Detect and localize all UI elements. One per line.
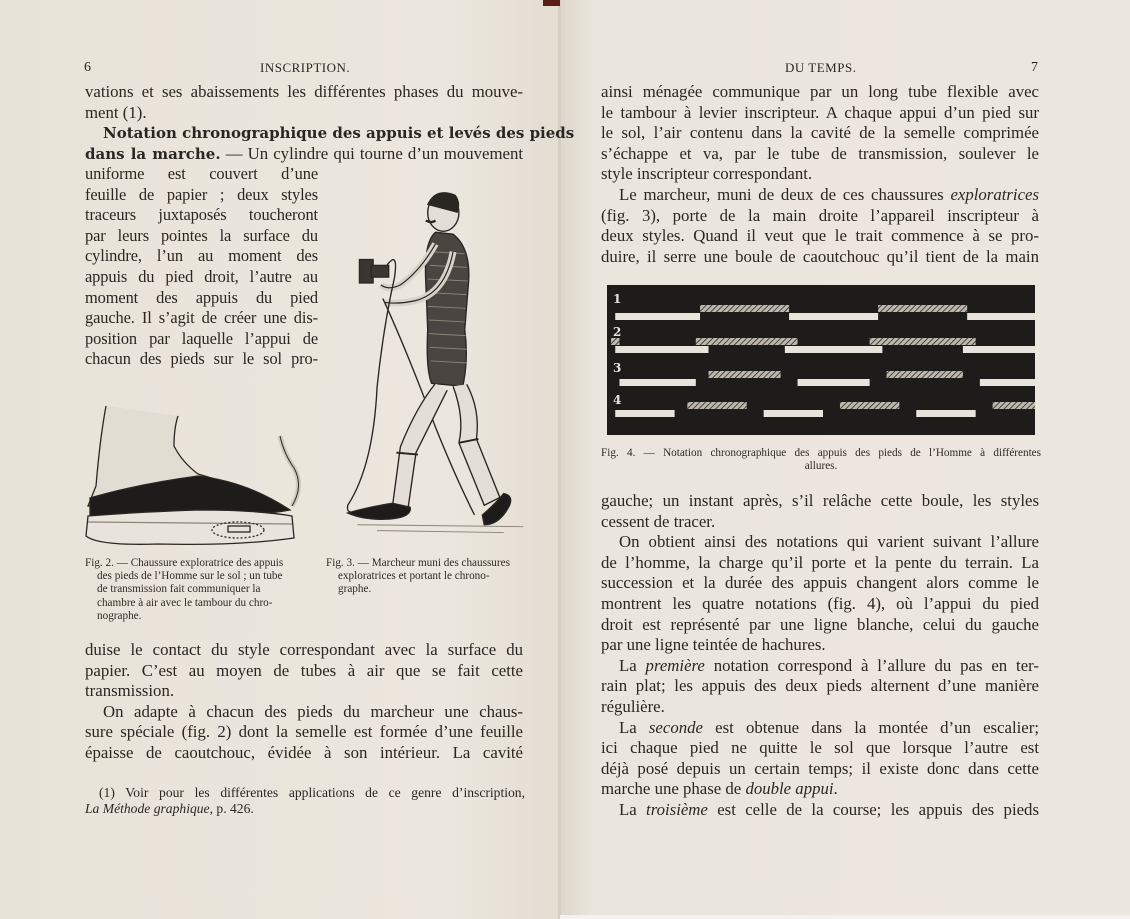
left-para-2 xyxy=(85,640,523,764)
footnote-book-title: La Méthode graphique xyxy=(85,801,210,816)
left-foot-support-bar xyxy=(887,371,963,378)
right-foot-support-bar xyxy=(615,346,708,353)
right-foot-support-bar xyxy=(916,410,975,417)
right-foot-support-bar xyxy=(798,379,870,386)
text-line xyxy=(85,144,523,165)
caption-line: chambre à air avec le tambour du chro- xyxy=(97,596,273,609)
figure-3-walker-illustration xyxy=(338,180,533,538)
figure-4-caption xyxy=(601,447,1041,473)
text-line: cylindre, l’un au moment des xyxy=(85,246,318,266)
caption-line: Fig. 3. — Marcheur muni des chaussures xyxy=(326,557,510,569)
text-line: traceurs juxtaposés toucheront xyxy=(85,205,318,225)
text-line: cessent de tracer. xyxy=(601,511,716,531)
text-run: Le marcheur, muni de deux de ces chaussures xyxy=(619,184,951,204)
text-line: par leurs pointes la surface du xyxy=(85,225,318,245)
text-line: épaisse de caoutchouc, évidée à son intérieur. La cavité xyxy=(85,742,523,762)
figure-2-caption xyxy=(85,557,310,623)
page-number-left: 6 xyxy=(84,60,91,75)
italic-term: seconde xyxy=(648,717,703,737)
page-number-right: 7 xyxy=(1031,60,1038,75)
left-foot-support-bar xyxy=(700,305,789,312)
section-title: Notation chronographique des appuis et levés des pieds xyxy=(103,124,575,143)
text-line: moment des appuis du pied xyxy=(85,287,318,307)
section-heading-line xyxy=(85,123,575,144)
text-line: le sol, l’air contenu dans la cavité de la semelle comprimée xyxy=(601,123,1039,143)
text-line: gauche. Il s’agit de créer une dis- xyxy=(85,308,318,328)
caption-line: graphe. xyxy=(338,583,372,596)
right-foot-support-bar xyxy=(619,379,695,386)
running-head-right: DU TEMPS. xyxy=(785,60,857,75)
text-run: est celle de la course; les appuis des pieds xyxy=(707,799,1039,819)
row-label: 3 xyxy=(613,361,622,375)
caption-line: des pieds de l’Homme sur le sol ; un tube xyxy=(97,570,283,583)
left-foot-support-bar xyxy=(687,402,746,409)
text-run: La xyxy=(619,717,649,737)
left-foot-support-bar xyxy=(870,338,976,345)
text-run: La xyxy=(619,655,646,675)
text-line xyxy=(601,656,1039,677)
text-line xyxy=(601,779,1039,800)
running-head-left: INSCRIPTION. xyxy=(260,60,351,75)
right-foot-support-bar xyxy=(789,313,878,320)
text-line: ment (1). xyxy=(85,102,147,122)
text-line: montrent les quatre notations (fig. 4), où l’appui du pied xyxy=(601,593,1039,613)
text-line: ici chaque pied ne quitte le sol que lorsque l’autre est xyxy=(601,738,1039,758)
caption-line: Fig. 2. — Chaussure exploratrice des appuis xyxy=(85,557,284,569)
row-label: 4 xyxy=(613,393,622,407)
caption-line: Fig. 4. — Notation chronographique des appuis des pieds de l’Homme à différentes xyxy=(601,447,1041,459)
footnote-line: (1) Voir pour les différentes applications de ce genre d’inscription, xyxy=(99,785,525,800)
text-line: deux styles. Quand il veut que le trait commence à se pro- xyxy=(601,226,1039,246)
figure-4-chronographic-notation xyxy=(607,285,1035,435)
text-line: vations et ses abaissements les différentes phases du mouve- xyxy=(85,82,523,101)
text-line xyxy=(601,185,1039,206)
left-para-1 xyxy=(85,82,575,164)
section-continuation: — Un cylindre qui tourne d’un mouvement xyxy=(220,143,523,163)
text-line: uniforme est couvert d’une xyxy=(85,164,318,183)
right-para-2 xyxy=(601,491,1039,821)
figure-2-shoe-illustration xyxy=(78,398,318,548)
text-run: La xyxy=(619,799,647,819)
footnote-line xyxy=(85,801,525,817)
caption-line: de transmission fait communiquer la xyxy=(97,583,261,596)
text-line: style inscripteur correspondant. xyxy=(601,164,813,184)
left-foot-support-bar xyxy=(840,402,899,409)
right-foot-support-bar xyxy=(785,346,883,353)
left-foot-support-bar xyxy=(696,338,798,345)
text-line: s’échappe et va, par le tube de transmission, soulever le xyxy=(601,143,1039,163)
text-line: succession et la durée des appuis changent alors comme le xyxy=(601,573,1039,593)
right-foot-support-bar xyxy=(764,410,823,417)
row-label: 2 xyxy=(613,325,622,339)
text-line: de l’homme, la charge qu’il porte et la pente du terrain. La xyxy=(601,552,1039,572)
left-foot-support-bar xyxy=(709,371,781,378)
text-line: appuis du pied droit, l’autre au xyxy=(85,266,318,286)
left-foot-support-bar xyxy=(611,338,619,345)
section-title-end: dans la marche. xyxy=(85,144,221,163)
right-foot-support-bar xyxy=(980,379,1035,386)
text-line: régulière. xyxy=(601,696,665,716)
row-label: 1 xyxy=(613,292,622,306)
right-foot-support-bar xyxy=(615,313,700,320)
right-foot-support-bar xyxy=(615,410,674,417)
text-line: On obtient ainsi des notations qui varient suivant l’allure xyxy=(619,532,1039,552)
text-line: gauche; un instant après, s’il relâche cette boule, les styles xyxy=(601,491,1039,510)
text-run: . xyxy=(833,779,838,799)
right-foot-support-bar xyxy=(963,346,1035,353)
text-line xyxy=(601,800,1039,821)
bookmark-ribbon xyxy=(543,0,560,6)
text-line: transmission. xyxy=(85,681,175,701)
left-foot-support-bar xyxy=(878,305,967,312)
text-run: notation correspond à l’allure du pas en ter- xyxy=(704,655,1039,675)
right-para-1 xyxy=(601,82,1039,267)
footnote xyxy=(85,785,525,817)
text-line: (fig. 3), porte de la main droite l’appareil inscripteur à xyxy=(601,205,1039,225)
page-edge xyxy=(560,915,1130,919)
text-line: le tambour à levier inscripteur. A chaque appui d’un pied sur xyxy=(601,102,1039,122)
left-foot-support-bar xyxy=(993,402,1035,409)
right-foot-support-bar xyxy=(967,313,1035,320)
caption-line: exploratrices et portant le chrono- xyxy=(338,570,490,583)
italic-term: exploratrices xyxy=(950,184,1039,204)
text-run: est obtenue dans la montée d’un escalier; xyxy=(702,717,1039,737)
text-line: duise le contact du style correspondant avec la surface du xyxy=(85,640,523,659)
italic-term: double appui xyxy=(745,779,834,799)
figure-3-caption xyxy=(326,557,536,597)
text-line: feuille de papier ; deux styles xyxy=(85,184,318,204)
text-line: rain plat; les appuis des deux pieds alternent d’une manière xyxy=(601,676,1039,696)
caption-line: nographe. xyxy=(97,609,142,622)
text-line: ainsi ménagée communique par un long tube flexible avec xyxy=(601,82,1039,101)
text-line: par une ligne teintée de hachures. xyxy=(601,635,826,655)
footnote-page-ref: , p. 426. xyxy=(209,801,254,816)
left-narrow-column xyxy=(85,164,318,370)
text-line: position par laquelle l’appui de xyxy=(85,328,318,348)
text-run: marche une phase de xyxy=(601,779,746,799)
text-line: On adapte à chacun des pieds du marcheur une chaus- xyxy=(103,701,523,721)
text-line: droit est représenté par une ligne blanche, celui du gauche xyxy=(601,614,1039,634)
text-line xyxy=(601,718,1039,739)
text-line: sure spéciale (fig. 2) dont la semelle est formée d’une feuille xyxy=(85,722,523,742)
text-line: chacun des pieds sur le sol pro- xyxy=(85,349,318,369)
italic-term: troisième xyxy=(646,799,708,819)
text-line: déjà posé depuis un certain temps; il existe donc dans cette xyxy=(601,758,1039,778)
caption-line: allures. xyxy=(804,460,838,473)
text-line: duire, il serre une boule de caoutchouc qu’il tient de la main xyxy=(601,246,1039,266)
text-line: papier. C’est au moyen de tubes à air que se fait cette xyxy=(85,660,523,680)
italic-term: première xyxy=(645,655,705,675)
